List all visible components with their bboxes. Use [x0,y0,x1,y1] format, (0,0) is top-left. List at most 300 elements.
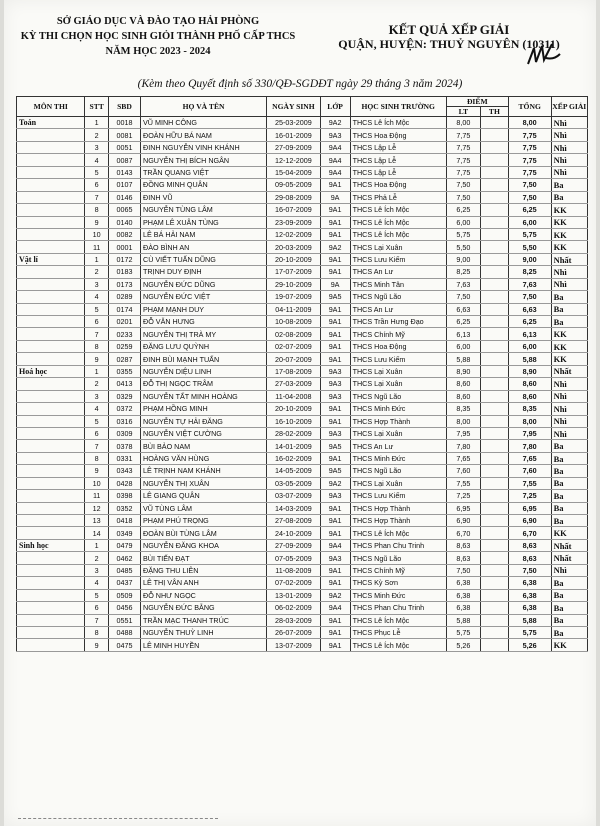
cell-ngay-sinh: 28-02-2009 [267,427,320,439]
cell-ho-ten: ĐINH NGUYỄN VINH KHÁNH [141,141,267,153]
cell-truong: THCS Lại Xuân [350,365,446,377]
table-row [17,589,588,601]
cell-lop: 9A1 [320,626,350,638]
subject-cell [17,316,85,328]
subject-cell [17,291,85,303]
cell-ngay-sinh: 27-03-2009 [267,378,320,390]
cell-tong: 7,60 [508,465,551,477]
cell-lop: 9A3 [320,427,350,439]
cell-th [480,378,508,390]
cell-stt: 3 [85,278,109,290]
subject-cell [17,191,85,203]
cell-stt: 6 [85,427,109,439]
cell-truong: THCS Lê Ích Mộc [350,527,446,539]
cell-ngay-sinh: 20-03-2009 [267,241,320,253]
cell-xep-giai: Nhì [551,378,587,390]
cell-ngay-sinh: 06-02-2009 [267,602,320,614]
cell-lop: 9A5 [320,465,350,477]
cell-tong: 7,25 [508,490,551,502]
cell-ho-ten: LÊ TRỊNH NAM KHÁNH [141,465,267,477]
cell-tong: 8,25 [508,266,551,278]
cell-ngay-sinh: 03-07-2009 [267,490,320,502]
cell-xep-giai: Nhì [551,564,587,576]
cell-ngay-sinh: 04-11-2009 [267,303,320,315]
cell-truong: THCS An Lư [350,266,446,278]
cell-lt: 8,00 [446,415,480,427]
cell-lt: 6,63 [446,303,480,315]
cell-lt: 8,90 [446,365,480,377]
subject-cell [17,527,85,539]
table-row [17,539,588,551]
cell-th [480,253,508,265]
cell-stt: 1 [85,539,109,551]
cell-sbd: 0107 [108,179,140,191]
cell-lt: 6,95 [446,502,480,514]
cell-stt: 9 [85,639,109,651]
subject-cell [17,477,85,489]
cell-ho-ten: BÙI BẢO NAM [141,440,267,452]
cell-lop: 9A3 [320,552,350,564]
cell-th [480,129,508,141]
subject-cell [17,390,85,402]
cell-sbd: 0428 [108,477,140,489]
cell-tong: 6,13 [508,328,551,340]
cell-xep-giai: Nhì [551,266,587,278]
cell-stt: 5 [85,303,109,315]
cell-th [480,440,508,452]
cell-ho-ten: PHẠM PHÚ TRỌNG [141,515,267,527]
header-xep-giai: XẾP GIẢI [551,97,587,117]
cell-lt: 7,55 [446,477,480,489]
cell-lt: 8,35 [446,403,480,415]
subject-cell [17,639,85,651]
cell-tong: 8,00 [508,415,551,427]
header-th: TH [480,107,508,117]
cell-xep-giai: Nhì [551,390,587,402]
cell-tong: 7,75 [508,141,551,153]
cell-truong: THCS Phục Lễ [350,626,446,638]
cell-th [480,303,508,315]
cell-lop: 9A1 [320,403,350,415]
cell-th [480,626,508,638]
cell-th [480,154,508,166]
cell-th [480,166,508,178]
cell-ho-ten: LÊ GIANG QUÂN [141,490,267,502]
cell-lop: 9A1 [320,228,350,240]
subject-cell [17,440,85,452]
table-row [17,614,588,626]
cell-ho-ten: NGUYỄN THỊ TRÀ MY [141,328,267,340]
cell-lt: 7,60 [446,465,480,477]
subject-cell [17,502,85,514]
cell-ngay-sinh: 27-09-2009 [267,539,320,551]
cell-ho-ten: ĐINH BÙI MẠNH TUẤN [141,353,267,365]
cell-xep-giai: Nhì [551,403,587,415]
cell-sbd: 0183 [108,266,140,278]
cell-ngay-sinh: 09-05-2009 [267,179,320,191]
subject-name: Vật lí [17,253,85,265]
cell-lop: 9A1 [320,415,350,427]
table-row [17,166,588,178]
cell-lt: 7,25 [446,490,480,502]
cell-th [480,490,508,502]
cell-lt: 7,50 [446,191,480,203]
cell-ngay-sinh: 07-02-2009 [267,577,320,589]
cell-sbd: 0398 [108,490,140,502]
cell-ngay-sinh: 02-08-2009 [267,328,320,340]
table-row [17,378,588,390]
cell-th [480,602,508,614]
cell-lop: 9A1 [320,303,350,315]
cell-lt: 5,26 [446,639,480,651]
cell-ngay-sinh: 29-08-2009 [267,191,320,203]
cell-ngay-sinh: 13-01-2009 [267,589,320,601]
cell-stt: 8 [85,340,109,352]
cell-lop: 9A3 [320,490,350,502]
cell-ngay-sinh: 26-07-2009 [267,626,320,638]
cell-truong: THCS Lập Lễ [350,154,446,166]
cell-ho-ten: VŨ TÙNG LÂM [141,502,267,514]
cell-tong: 6,38 [508,589,551,601]
cell-stt: 6 [85,179,109,191]
cell-ngay-sinh: 16-07-2009 [267,204,320,216]
subject-cell [17,403,85,415]
cell-ngay-sinh: 12-02-2009 [267,228,320,240]
subject-cell [17,204,85,216]
cell-sbd: 0343 [108,465,140,477]
cell-lop: 9A3 [320,378,350,390]
cell-ngay-sinh: 07-05-2009 [267,552,320,564]
header-lt: LT [446,107,480,117]
cell-th [480,266,508,278]
cell-tong: 8,00 [508,117,551,129]
cell-stt: 2 [85,552,109,564]
cell-lt: 7,75 [446,166,480,178]
cell-tong: 7,50 [508,191,551,203]
cell-lt: 5,75 [446,228,480,240]
cell-lt: 6,00 [446,340,480,352]
subject-cell [17,602,85,614]
cell-tong: 7,50 [508,564,551,576]
cell-th [480,452,508,464]
cell-stt: 9 [85,465,109,477]
cell-ngay-sinh: 25-03-2009 [267,117,320,129]
cell-lt: 6,25 [446,204,480,216]
cell-stt: 5 [85,415,109,427]
cell-th [480,552,508,564]
cell-stt: 4 [85,403,109,415]
table-row [17,564,588,576]
cell-truong: THCS Lê Ích Mộc [350,614,446,626]
cell-ngay-sinh: 28-03-2009 [267,614,320,626]
cell-xep-giai: KK [551,639,587,651]
cell-ngay-sinh: 16-10-2009 [267,415,320,427]
cell-sbd: 0475 [108,639,140,651]
cell-lop: 9A1 [320,639,350,651]
cell-tong: 7,50 [508,179,551,191]
cell-sbd: 0259 [108,340,140,352]
cell-th [480,179,508,191]
cell-truong: THCS Lê Ích Mộc [350,228,446,240]
cell-lop: 9A [320,191,350,203]
cell-ho-ten: ĐẶNG THU LIÊN [141,564,267,576]
cell-tong: 8,63 [508,552,551,564]
cell-ho-ten: NGUYỄN VIỆT CƯỜNG [141,427,267,439]
cell-xep-giai: Nhất [551,539,587,551]
cell-stt: 1 [85,253,109,265]
cell-ngay-sinh: 14-05-2009 [267,465,320,477]
cell-th [480,316,508,328]
cell-tong: 5,75 [508,626,551,638]
cell-truong: THCS Ngũ Lão [350,465,446,477]
cell-ngay-sinh: 11-04-2008 [267,390,320,402]
cell-xep-giai: KK [551,340,587,352]
district-name: QUẬN, HUYỆN: THUỶ NGUYÊN (10311) [338,37,560,51]
cell-lop: 9A4 [320,166,350,178]
cell-th [480,564,508,576]
cell-th [480,117,508,129]
cell-sbd: 0146 [108,191,140,203]
cell-sbd: 0485 [108,564,140,576]
cell-ho-ten: ĐÀO BÌNH AN [141,241,267,253]
cell-sbd: 0509 [108,589,140,601]
cell-stt: 5 [85,166,109,178]
header-diem: ĐIỂM [446,97,508,107]
cell-xep-giai: Ba [551,440,587,452]
table-row [17,129,588,141]
table-row [17,278,588,290]
header-stt: STT [85,97,109,117]
cell-lt: 8,63 [446,552,480,564]
cell-ho-ten: PHẠM HỒNG MINH [141,403,267,415]
handwritten-signature [524,40,562,70]
cell-ho-ten: ĐẶNG LƯU QUỲNH [141,340,267,352]
cell-ngay-sinh: 14-03-2009 [267,502,320,514]
cell-sbd: 0437 [108,577,140,589]
cell-xep-giai: Nhì [551,415,587,427]
cell-lop: 9A2 [320,241,350,253]
cell-truong: THCS Chính Mỹ [350,328,446,340]
header-mon-thi: MÔN THI [17,97,85,117]
table-row [17,328,588,340]
cell-lop: 9A3 [320,365,350,377]
cell-sbd: 0081 [108,129,140,141]
cell-lt: 6,38 [446,602,480,614]
cell-stt: 6 [85,602,109,614]
cell-tong: 6,70 [508,527,551,539]
cell-lop: 9A1 [320,614,350,626]
cell-tong: 6,25 [508,316,551,328]
cell-lt: 6,13 [446,328,480,340]
table-row [17,427,588,439]
cell-sbd: 0309 [108,427,140,439]
exam-name: KỲ THI CHỌN HỌC SINH GIỎI THÀNH PHỐ CẤP THCS [20,31,296,42]
cell-stt: 12 [85,502,109,514]
cell-truong: THCS Phả Lễ [350,191,446,203]
cell-ho-ten: ĐOÀN HỮU BÁ NAM [141,129,267,141]
subject-cell [17,353,85,365]
cell-stt: 6 [85,316,109,328]
table-row [17,266,588,278]
cell-ho-ten: NGUYỄN THỊ BÍCH NGÂN [141,154,267,166]
cell-xep-giai: Ba [551,515,587,527]
cell-sbd: 0352 [108,502,140,514]
cell-th [480,589,508,601]
cell-lop: 9A1 [320,452,350,464]
cell-lop: 9A1 [320,216,350,228]
cell-sbd: 0173 [108,278,140,290]
subject-cell [17,166,85,178]
cell-th [480,415,508,427]
cell-lt: 8,25 [446,266,480,278]
cell-lt: 7,50 [446,564,480,576]
subject-cell [17,452,85,464]
cell-stt: 3 [85,390,109,402]
cell-xep-giai: Nhì [551,427,587,439]
cell-truong: THCS Minh Đức [350,403,446,415]
cell-truong: THCS Hoa Động [350,179,446,191]
cell-lt: 5,88 [446,353,480,365]
cell-truong: THCS Lại Xuân [350,378,446,390]
cell-ngay-sinh: 15-04-2009 [267,166,320,178]
cell-ho-ten: ĐỒNG MINH QUÂN [141,179,267,191]
cell-xep-giai: Nhì [551,166,587,178]
table-row [17,502,588,514]
cell-ngay-sinh: 24-10-2009 [267,527,320,539]
cell-truong: THCS Lưu Kiếm [350,253,446,265]
subject-cell [17,303,85,315]
table-row [17,490,588,502]
cell-tong: 6,00 [508,216,551,228]
cell-lop: 9A1 [320,340,350,352]
cell-lt: 7,95 [446,427,480,439]
cell-ho-ten: ĐỖ NHƯ NGỌC [141,589,267,601]
table-row [17,191,588,203]
cell-stt: 2 [85,378,109,390]
cell-tong: 6,25 [508,204,551,216]
cell-stt: 11 [85,490,109,502]
cell-tong: 7,50 [508,291,551,303]
cell-ho-ten: LÊ THỊ VÂN ANH [141,577,267,589]
cell-ho-ten: NGUYỄN TÙNG LÂM [141,204,267,216]
cell-sbd: 0289 [108,291,140,303]
subject-cell [17,515,85,527]
table-row [17,515,588,527]
table-row [17,365,588,377]
cell-lt: 6,00 [446,216,480,228]
cell-xep-giai: KK [551,527,587,539]
cell-sbd: 0082 [108,228,140,240]
table-row [17,403,588,415]
dept-name: SỞ GIÁO DỤC VÀ ĐÀO TẠO HẢI PHÒNG [56,16,260,27]
cell-ho-ten: LÊ MINH HUYỀN [141,639,267,651]
cell-th [480,340,508,352]
subject-cell [17,154,85,166]
cell-th [480,502,508,514]
cell-sbd: 0051 [108,141,140,153]
cell-stt: 10 [85,228,109,240]
subject-cell [17,179,85,191]
cell-th [480,427,508,439]
cell-truong: THCS Minh Đức [350,589,446,601]
cell-tong: 5,26 [508,639,551,651]
subject-cell [17,552,85,564]
cell-xep-giai: Ba [551,577,587,589]
cell-tong: 7,80 [508,440,551,452]
cell-stt: 2 [85,266,109,278]
table-row [17,253,588,265]
cell-lt: 7,75 [446,129,480,141]
cell-tong: 6,90 [508,515,551,527]
subject-name: Hoá học [17,365,85,377]
cell-lt: 7,65 [446,452,480,464]
subject-cell [17,614,85,626]
header-truong: HỌC SINH TRƯỜNG [350,97,446,117]
results-body [17,117,588,652]
cell-xep-giai: Nhất [551,253,587,265]
cell-sbd: 0316 [108,415,140,427]
table-row [17,241,588,253]
cell-truong: THCS Lại Xuân [350,477,446,489]
cell-xep-giai: Nhì [551,141,587,153]
cell-ho-ten: HOÀNG VĂN HÙNG [141,452,267,464]
cell-tong: 7,75 [508,154,551,166]
cell-sbd: 0174 [108,303,140,315]
cell-tong: 8,90 [508,365,551,377]
cell-th [480,639,508,651]
issuer-header [8,14,308,59]
cell-xep-giai: KK [551,353,587,365]
cell-lop: 9A1 [320,316,350,328]
cell-xep-giai: Ba [551,452,587,464]
cell-ngay-sinh: 27-09-2009 [267,141,320,153]
cell-th [480,328,508,340]
cell-sbd: 0065 [108,204,140,216]
cell-truong: THCS Phan Chu Trinh [350,539,446,551]
subject-name: Toán [17,117,85,129]
cell-ho-ten: PHẠM MẠNH DUY [141,303,267,315]
cell-ho-ten: TRẦN MẠC THANH TRÚC [141,614,267,626]
cell-ho-ten: ĐOÀN BÙI TÙNG LÂM [141,527,267,539]
cell-lop: 9A4 [320,602,350,614]
cell-truong: THCS Lê Ích Mộc [350,639,446,651]
subject-cell [17,278,85,290]
cell-tong: 7,75 [508,129,551,141]
cell-stt: 3 [85,564,109,576]
cell-ho-ten: NGUYỄN ĐỨC BẰNG [141,602,267,614]
cell-tong: 5,75 [508,228,551,240]
cell-th [480,390,508,402]
cell-th [480,291,508,303]
cell-ho-ten: NGUYỄN THỊ XUÂN [141,477,267,489]
cell-sbd: 0018 [108,117,140,129]
cell-th [480,365,508,377]
school-year: NĂM HỌC 2023 - 2024 [105,46,211,57]
cell-stt: 13 [85,515,109,527]
cell-truong: THCS Hợp Thành [350,415,446,427]
cell-sbd: 0349 [108,527,140,539]
cell-lt: 6,38 [446,577,480,589]
cell-truong: THCS Lưu Kiếm [350,490,446,502]
cell-lt: 5,50 [446,241,480,253]
cell-th [480,241,508,253]
cell-tong: 9,00 [508,253,551,265]
cell-xep-giai: Ba [551,303,587,315]
cell-sbd: 0378 [108,440,140,452]
cell-sbd: 0087 [108,154,140,166]
header-tong: TỔNG [508,97,551,117]
cell-ngay-sinh: 13-07-2009 [267,639,320,651]
